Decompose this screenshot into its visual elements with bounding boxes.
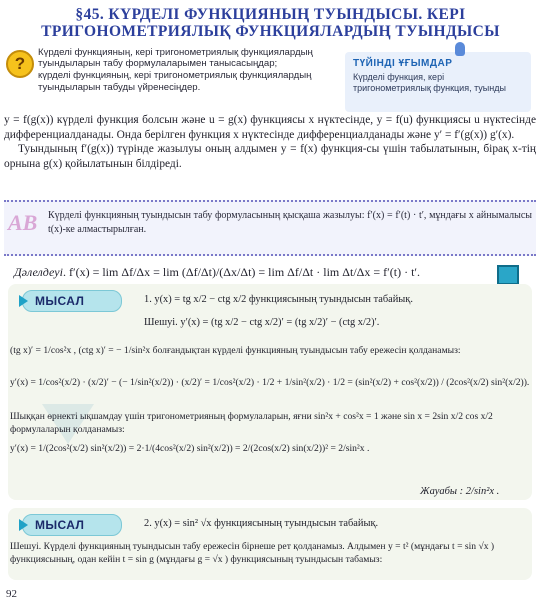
example-1-answer — [420, 486, 499, 497]
proof-line — [14, 262, 534, 282]
rule-box — [4, 200, 536, 256]
section-title — [0, 6, 541, 40]
learning-goals — [38, 47, 338, 94]
example-1-simplification: y′(x) = 1/(2cos²(x/2) sin²(x/2)) = 2·1/(4cos²(x/2) sin²(x/2)) = 2/(2cos(x/2) sin(x/2))² = 2/sin²x . — [10, 443, 370, 454]
example-2-task: 2. y(x) = sin² √x функциясының туындысын табайық. — [144, 518, 379, 529]
question-icon: ? — [6, 50, 34, 78]
theory-text — [4, 113, 536, 171]
title-line-1: §45. КҮРДЕЛІ ФУНКЦИЯНЫҢ ТУЫНДЫСЫ. КЕРІ — [75, 6, 466, 23]
example-2-solution: Шешуі. Күрделі функцияның туындысын табу ережесін бірнеше рет қолданамыз. Алдымен y = t² (мұндағы t = sin √x ) функциясының, одан кейін t = sin g (мұндағы g = √x ) функциясының туындысын табамыз: — [10, 541, 495, 565]
proof-formula: . f′(x) = lim Δf/Δx = lim (Δf/Δt)/(Δx/Δt) = lim Δf/Δt · lim Δt/Δx = f′(t) · t′. — [62, 265, 421, 279]
pin-icon — [455, 42, 465, 56]
page-number: 92 — [6, 588, 17, 600]
key-concepts-text: Күрделі функция, кері тригонометриялық функция, туынды — [353, 72, 506, 93]
example-1-task: 1. y(x) = tg x/2 − ctg x/2 функциясының туындысын табайық. — [144, 294, 413, 305]
goal-2: күрделі функцияның, кері тригонометриялық функциялардың туындыларын табуды үйренесіңдер. — [38, 70, 312, 93]
example-2-badge: МЫСАЛ — [22, 514, 122, 536]
proof-label: Дәлелдеуі — [14, 265, 63, 279]
ab-icon: AB — [8, 210, 38, 235]
title-line-2: ТРИГОНОМЕТРИЯЛЫҚ ФУНКЦИЯЛАРДЫҢ ТУЫНДЫСЫ — [41, 23, 500, 40]
theory-paragraph-2: Туындының f′(g(x)) түрінде жазылуы оның алдымен y = f(x) функция-сы үшін табылатынын, бірақ x-тің орнына g(x) қойылатынын білдіреді. — [4, 143, 536, 170]
answer-value: 2/sin²x . — [465, 486, 500, 497]
goal-1: Күрделі функцияның, кері тригонометриялық функциялардың туындыларын табу формулаларымен танысасыңдар; — [38, 47, 313, 70]
example-1-solution: Шешуі. y′(x) = (tg x/2 − ctg x/2)′ = (tg x/2)′ − (ctg x/2)′. — [144, 317, 380, 328]
key-concepts-title: ТҮЙІНДІ ҰҒЫМДАР — [353, 58, 453, 69]
end-of-proof-icon — [497, 265, 519, 285]
answer-label: Жауабы : — [420, 486, 464, 497]
theory-paragraph-1: y = f(g(x)) күрделі функция болсын және u = g(x) функциясы x нүктесінде, y = f(u) функциясы u нүктесінде дифференциалданады. Онда берілген функция x нүктесінде дифференциалданады және y′ = f′(g(x)) g′(x). — [4, 114, 536, 141]
example-1-badge: МЫСАЛ — [22, 290, 122, 312]
key-concepts-box — [345, 52, 531, 112]
example-1-derivation: y′(x) = 1/cos²(x/2) · (x/2)′ − (− 1/sin²(x/2)) · (x/2)′ = 1/cos²(x/2) · 1/2 + 1/sin²(x/2) · 1/2 = (sin²(x/2) + cos²(x/2)) / (2cos²(x/2) sin²(x/2)). — [10, 377, 530, 388]
example-1-note-2: Шыққан өрнекті ықшамдау үшін тригонометрияның формулаларын, яғни sin²x + cos²x = 1 және sin x = 2sin x/2 cos x/2 формулаларын қолданамыз: — [10, 411, 493, 435]
rule-text: Күрделі функцияның туындысын табу формуласының қысқаша жазылуы: f′(x) = f′(t) · t′, мұндағы x айнымалысы t(x)-ке алмастырылған. — [48, 210, 532, 235]
example-1-note: (tg x)′ = 1/cos²x , (ctg x)′ = − 1/sin²x болғандықтан күрделі функцияның туындысын табу ережесін қолданамыз: — [10, 345, 461, 356]
